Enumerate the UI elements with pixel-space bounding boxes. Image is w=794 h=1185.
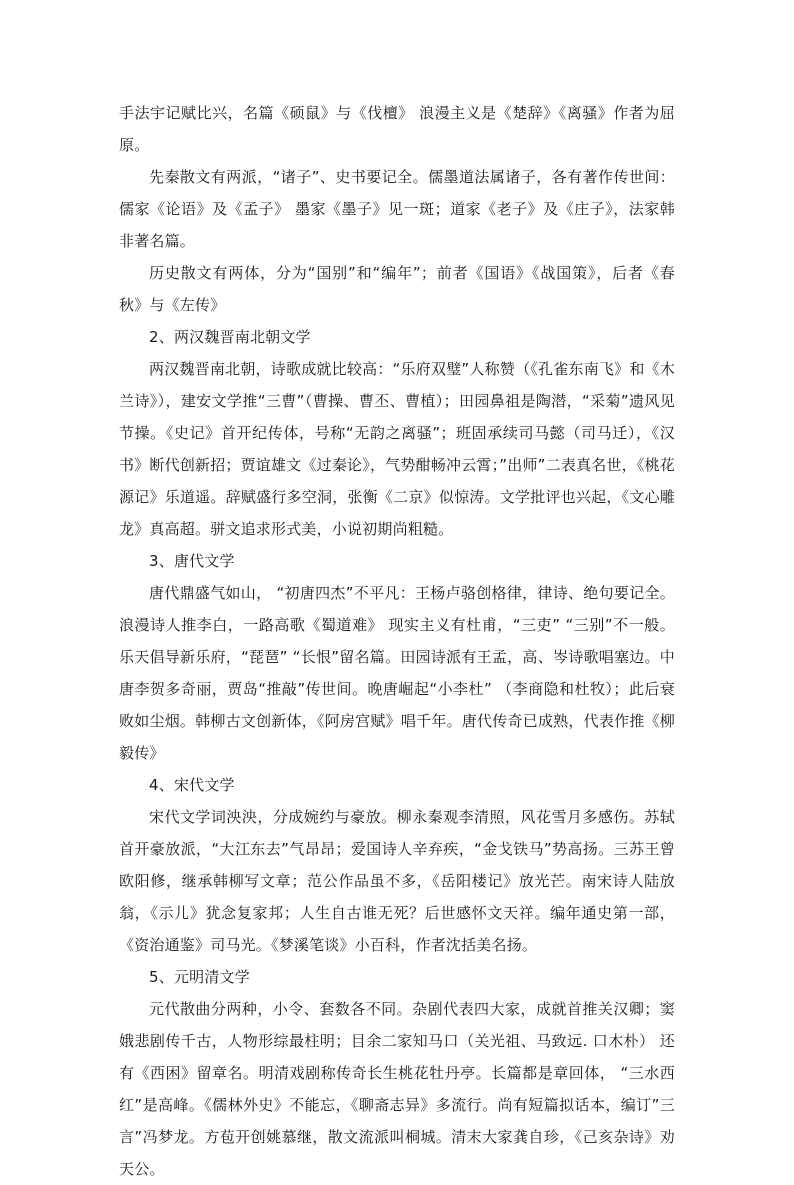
section-heading-song: 4、宋代文学	[149, 776, 235, 794]
paragraph-han-wei-jin-literature: 两汉魏晋南北朝，诗歌成就比较高：“乐府双璧”人称赞（《孔雀东南飞》和《木兰诗》），建安文学推“三曹”（曹操、曹丕、曹植）；田园鼻祖是陶潜，“采菊”遗风见节操。《史记》首开纪传体，号称“无韵之离骚”；班固承续司马懿（司马迁），《汉书》断代创新招；贾谊雄文《过秦论》，气势酣畅冲云霄；”出师”二表真名世，《桃花源记》乐道遥。辞赋盛行多空洞，张衡《二京》似惊涛。文学批评也兴起，《文心雕龙》真高超。骈文追求形式美，小说初期尚粗糙。	[119, 360, 675, 538]
section-heading-han-wei-jin: 2、两汉魏晋南北朝文学	[149, 328, 311, 346]
paragraph-pre-qin-prose: 先秦散文有两派，“诸子”、史书要记全。儒墨道法属诸子，各有著作传世间：儒家《论语》及《孟子》 墨家《墨子》见一斑；道家《老子》及《庄子》，法家韩非著名篇。	[119, 168, 675, 250]
paragraph-poetry-shijing-chuci: 手法宇记赋比兴，名篇《硕鼠》与《伐檀》 浪漫主义是《楚辞》《离骚》作者为屈原。	[119, 104, 675, 154]
paragraph-historical-prose: 历史散文有两体，分为“国别”和“编年”；前者《国语》《战国策》，后者《春秋》与《左传》	[119, 264, 675, 314]
paragraph-yuan-ming-qing-literature: 元代散曲分两种，小令、套数各不同。杂剧代表四大家，成就首推关汉卿；窦娥悲剧传千古，人物形综最柱明；目余二家知马口（关光祖、马致远. 口木朴） 还有《西困》留章名。明清戏剧称传奇长生桃花牡丹亭。长篇都是章回体， “三水西红”是高峰。《儒林外史》不能忘，《聊斋志异》多流行。尚有短篇拟话本，编订”三言”冯梦龙。方苞开创姚慕继，散文流派叫桐城。清末大家龚自珍，《己亥杂诗》劝天公。	[119, 1000, 675, 1178]
paragraph-tang-literature: 唐代鼎盛气如山， “初唐四杰”不平凡：王杨卢骆创格律，律诗、绝句要记全。浪漫诗人推李白，一路高歌《蜀道难》 现实主义有杜甫，“三吏” “三别”不一般。乐天倡导新乐府，“琵琶” “长恨”留名篇。田园诗派有王孟，高、岑诗歌唱塞边。中唐李贺多奇丽，贾岛“推敲”传世间。晚唐崛起“小李杜” （李商隐和杜牧）；此后衰败如尘烟。韩柳古文创新体，《阿房宫赋》唱千年。唐代传奇已成熟，代表作推《柳毅传》	[119, 584, 675, 762]
document-body	[119, 97, 675, 1185]
section-heading-tang: 3、唐代文学	[149, 552, 235, 570]
paragraph-song-literature: 宋代文学词泱泱，分成婉约与豪放。柳永秦观李清照，风花雪月多感伤。苏轼首开豪放派，“大江东去”气昂昂；爱国诗人辛弃疾，“金戈铁马”势高扬。三苏王曾欧阳修，继承韩柳写文章；范公作品虽不多，《岳阳楼记》放光芒。南宋诗人陆放翁，《示儿》犹念复家邦；人生自古谁无死？后世感怀文天祥。编年通史第一部，《资治通鉴》司马光。《梦溪笔谈》小百科，作者沈括美名扬。	[119, 808, 675, 954]
section-heading-yuan-ming-qing: 5、元明清文学	[149, 968, 250, 986]
